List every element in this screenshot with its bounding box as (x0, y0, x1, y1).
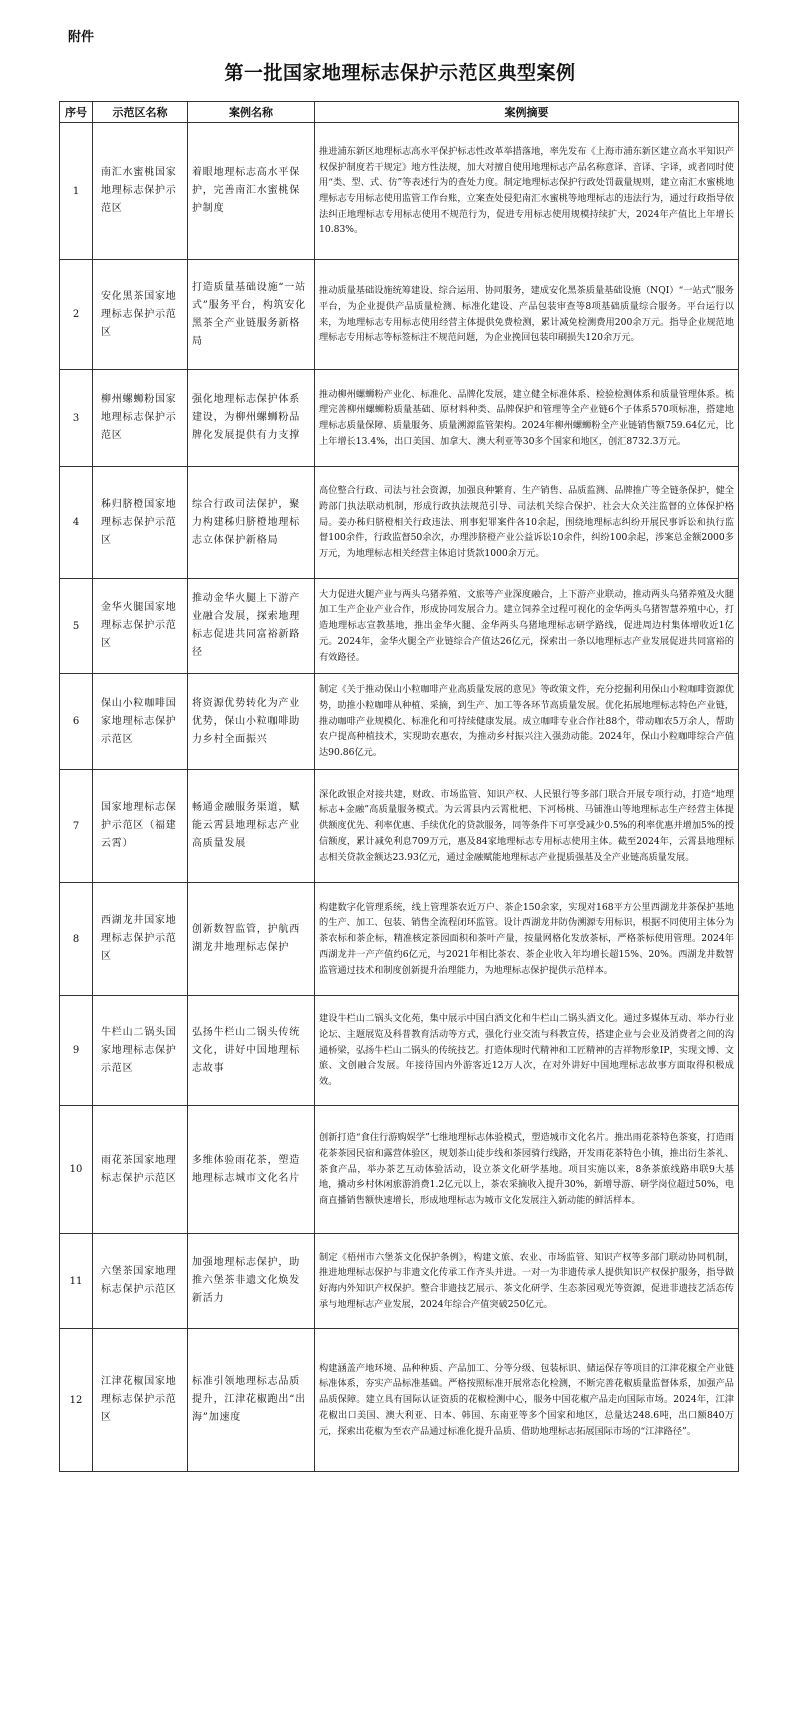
row-number: 8 (60, 883, 93, 996)
table-row (60, 579, 739, 674)
case-summary: 高位整合行政、司法与社会资源，加强良种繁育、生产销售、品质监测、品牌推广等全链条保护，健全跨部门执法联动机制，形成行政执法规范引导、司法机关综合保护、社会大众关注监督的立体保护格局。姜办秭归脐橙相关行政违法、刑事犯罪案件各10余起，围绕地理标志纠纷开展民事诉讼和执行监督100余件，行政监督50余次，办理涉脐橙产业公益诉讼10余件，纠纷100余起，涉案总金额2000多万元，为地理标志相关经营主体追讨货款1000余万元。 (315, 467, 739, 579)
demo-area-name: 牛栏山二锅头国家地理标志保护示范区 (93, 996, 188, 1106)
header-area: 示范区名称 (93, 102, 188, 123)
demo-area-name: 保山小粒咖啡国家地理标志保护示范区 (93, 674, 188, 770)
document-title: 第一批国家地理标志保护示范区典型案例 (224, 62, 576, 84)
header-summary: 案例摘要 (315, 102, 739, 123)
table-row (60, 260, 739, 370)
row-number: 1 (60, 123, 93, 260)
case-summary: 构建涵盖产地环境、品种种质、产品加工、分等分级、包装标识、储运保存等项目的江津花椒全产业链标准体系，夯实产品标准基础。严格按照标准开展常态化检测，不断完善花椒质量监督体系，加强产品品质保障。建立具有国际认证资质的花椒检测中心，服务中国花椒产品走向国际市场。2024年，江津花椒出口美国、澳大利亚、日本、韩国、东南亚等多个国家和地区，总量达248.6吨，出口额840万元，探索出花椒为至农产品通过标准化提升品质、借助地理标志拓展国际市场的“江津路径”。 (315, 1329, 739, 1472)
case-summary: 推进浦东新区地理标志高水平保护标志性改革举措落地，率先发布《上海市浦东新区建立高水平知识产权保护制度若干规定》地方性法规，加大对擅自使用地理标志产品名称意译、音译、字译，或者同时使用“类、型、式、仿”等表述行为的查处力度。制定地理标志保护行政处罚裁量规则，建立南汇水蜜桃地理标志专用标志使用监管工作台账，立案查处侵犯南汇水蜜桃等地理标志的违法行为，通过行政指导依法纠正地理标志专用标志使用不规范行为，促进专用标志使用规模持续扩大，2024年产值比上年增长10.83%。 (315, 123, 739, 260)
table-row (60, 770, 739, 883)
row-number: 6 (60, 674, 93, 770)
table-row (60, 123, 739, 260)
row-number: 5 (60, 579, 93, 674)
demo-area-name: 西湖龙井国家地理标志保护示范区 (93, 883, 188, 996)
table-row (60, 467, 739, 579)
case-name: 创新数智监管，护航西湖龙井地理标志保护 (188, 883, 315, 996)
table-row (60, 370, 739, 467)
case-summary: 构建数字化管理系统，线上管理茶农近万户、茶企150余家，实现对168平方公里西湖龙井茶保护基地的生产、加工、包装、销售全流程闭环监管。设计西湖龙井防伪溯源专用标识，根据不同使用主体分为茶农标和茶企标，精准核定茶园面积和茶叶产量，按量网格化发放茶标，严格茶标使用管理。2024年西湖龙井一产产值约6亿元，与2021年相比茶农、茶企业收入年均增长超15%、20%。西湖龙井数智监管通过技术和制度创新提升治理能力，为地理标志保护提供示范样本。 (315, 883, 739, 996)
demo-area-name: 江津花椒国家地理标志保护示范区 (93, 1329, 188, 1472)
case-summary: 建设牛栏山二锅头文化苑，集中展示中国白酒文化和牛栏山二锅头酒文化。通过多媒体互动、举办行业论坛、主题展览及科普教育活动等方式，强化行业交流与科教宣传，搭建企业与会业及消费者之间的沟通桥梁，弘扬牛栏山二锅头的传统技艺。打造体现时代精神和工匠精神的吉祥物形象IP，实现文博、文旅、文创融合发展。年接待国内外游客近12万人次，在对外讲好中国地理标志故事方面取得积极成效。 (315, 996, 739, 1106)
row-number: 2 (60, 260, 93, 370)
table-row (60, 674, 739, 770)
table-row (60, 883, 739, 996)
annex-label: 附件 (68, 30, 95, 45)
demo-area-name: 安化黑茶国家地理标志保护示范区 (93, 260, 188, 370)
case-name: 强化地理标志保护体系建设，为柳州螺蛳粉品牌化发展提供有力支撑 (188, 370, 315, 467)
row-number: 10 (60, 1106, 93, 1234)
header-no: 序号 (60, 102, 93, 123)
case-summary: 制定《梧州市六堡茶文化保护条例》，构建文旅、农业、市场监管、知识产权等多部门联动协同机制，推进地理标志保护与非遗文化传承工作齐头并进。一对一为非遗传承人提供知识产权保护服务，指导做好海内外知识产权保护。整合非遗技艺展示、茶文化研学、生态茶园观光等资源，促进非遗技艺活态传承与地理标志产业发展，2024年综合产值突破250亿元。 (315, 1234, 739, 1329)
table-header-row (60, 102, 739, 123)
row-number: 3 (60, 370, 93, 467)
demo-area-name: 南汇水蜜桃国家地理标志保护示范区 (93, 123, 188, 260)
case-name: 畅通金融服务渠道，赋能云霄县地理标志产业高质量发展 (188, 770, 315, 883)
table-row (60, 996, 739, 1106)
case-summary: 制定《关于推动保山小粒咖啡产业高质量发展的意见》等政策文件，充分挖掘利用保山小粒咖啡资源优势，助推小粒咖啡从种植、采摘，到生产、加工等各环节高质量发展。优化拓展地理标志特色产业链，推动咖啡产业规模化、标准化和可持续健康发展。成立咖啡专业合作社88个，带动咖农5万余人，帮助农户提高种植技术，实现助农惠农，为推动乡村振兴注入强劲动能。2024年，保山小粒咖啡综合产值达90.86亿元。 (315, 674, 739, 770)
table-row (60, 1106, 739, 1234)
row-number: 11 (60, 1234, 93, 1329)
case-summary: 推动柳州螺蛳粉产业化、标准化、品牌化发展，建立健全标准体系、检验检测体系和质量管理体系。梳理完善柳州螺蛳粉质量基础、原材料种类、品牌保护和管理等全产业链6个子体系570项标准，搭建地理标志质量保障、质量服务、质量溯源监管架构。2024年柳州螺蛳粉全产业链销售额759.64亿元，比上年增长13.4%，出口美国、加拿大、澳大利亚等30多个国家和地区，创汇8732.3万元。 (315, 370, 739, 467)
case-name: 综合行政司法保护，聚力构建秭归脐橙地理标志立体保护新格局 (188, 467, 315, 579)
row-number: 9 (60, 996, 93, 1106)
cases-table (59, 101, 739, 1472)
row-number: 4 (60, 467, 93, 579)
case-name: 加强地理标志保护，助推六堡茶非遗文化焕发新活力 (188, 1234, 315, 1329)
demo-area-name: 六堡茶国家地理标志保护示范区 (93, 1234, 188, 1329)
case-name: 标准引领地理标志品质提升，江津花椒跑出“出海”加速度 (188, 1329, 315, 1472)
table-row (60, 1329, 739, 1472)
demo-area-name: 金华火腿国家地理标志保护示范区 (93, 579, 188, 674)
case-name: 推动金华火腿上下游产业融合发展，探索地理标志促进共同富裕新路径 (188, 579, 315, 674)
demo-area-name: 柳州螺蛳粉国家地理标志保护示范区 (93, 370, 188, 467)
case-summary: 深化政银企对接共建，财政、市场监管、知识产权、人民银行等多部门联合开展专项行动，打造“地理标志+金融”高质量服务模式。为云霄县内云霄枇杷、下河杨桃、马铺淮山等地理标志生产经营主体提供额度优先、利率优惠、手续优化的贷款服务，同等条件下可享受减少0.5%的利率优惠并增加5%的授信额度，累计减免利息709万元，惠及84家地理标志专用标志使用主体。截至2024年，云霄县地理标志相关贷款金额达23.93亿元，通过金融赋能地理标志产业提质强基及全产业链高质量发展。 (315, 770, 739, 883)
case-summary: 大力促进火腿产业与两头乌猪养殖、文旅等产业深度融合，上下游产业联动，推动两头乌猪养殖及火腿加工生产企业产业合作，形成协同发展合力。建立饲养全过程可视化的金华两头乌猪智慧养殖中心，打造地理标志宣教基地，推出金华火腿、金华两头乌猪地理标志研学路线，促进周边村集体增收近1亿元。2024年，金华火腿全产业链综合产值达26亿元，探索出一条以地理标志产业发展促进共同富裕的有效路径。 (315, 579, 739, 674)
row-number: 7 (60, 770, 93, 883)
case-summary: 推动质量基础设施统筹建设、综合运用、协同服务，建成安化黑茶质量基础设施（NQI）“一站式”服务平台，为企业提供产品质量检测、标准化建设、产品包装审查等8项基础质量综合服务。平台运行以来，为地理标志专用标志使用经营主体提供免费检测，累计减免检测费用200余万元。指导企业规范地理标志专用标志等标签标注不规范问题，为企业挽回包装印刷损失120余万元。 (315, 260, 739, 370)
case-name: 将资源优势转化为产业优势，保山小粒咖啡助力乡村全面振兴 (188, 674, 315, 770)
table-row (60, 1234, 739, 1329)
header-case: 案例名称 (188, 102, 315, 123)
case-name: 弘扬牛栏山二锅头传统文化，讲好中国地理标志故事 (188, 996, 315, 1106)
case-name: 多维体验雨花茶，塑造地理标志城市文化名片 (188, 1106, 315, 1234)
case-name: 着眼地理标志高水平保护，完善南汇水蜜桃保护制度 (188, 123, 315, 260)
case-summary: 创新打造“食住行游购娱学”七维地理标志体验模式，塑造城市文化名片。推出雨花茶特色茶宴，打造雨花茶茶园民宿和露营体验区，规划茶山徒步线和茶园骑行线路，开发雨花茶特色小镇，推出衍生茶礼、茶食产品，举办茶艺互动体验活动，设立茶文化研学基地。项目实施以来，8条茶旅线路串联9大基地，撬动乡村休闲旅游消费1.2亿元以上，茶农采摘收入提升30%，新增导游、研学岗位超过50%，电商直播销售额快速增长，形成地理标志为城市文化发展注入新动能的鲜活样本。 (315, 1106, 739, 1234)
row-number: 12 (60, 1329, 93, 1472)
demo-area-name: 秭归脐橙国家地理标志保护示范区 (93, 467, 188, 579)
demo-area-name: 国家地理标志保护示范区（福建云霄） (93, 770, 188, 883)
case-name: 打造质量基础设施“一站式”服务平台，构筑安化黑茶全产业链服务新格局 (188, 260, 315, 370)
demo-area-name: 雨花茶国家地理标志保护示范区 (93, 1106, 188, 1234)
